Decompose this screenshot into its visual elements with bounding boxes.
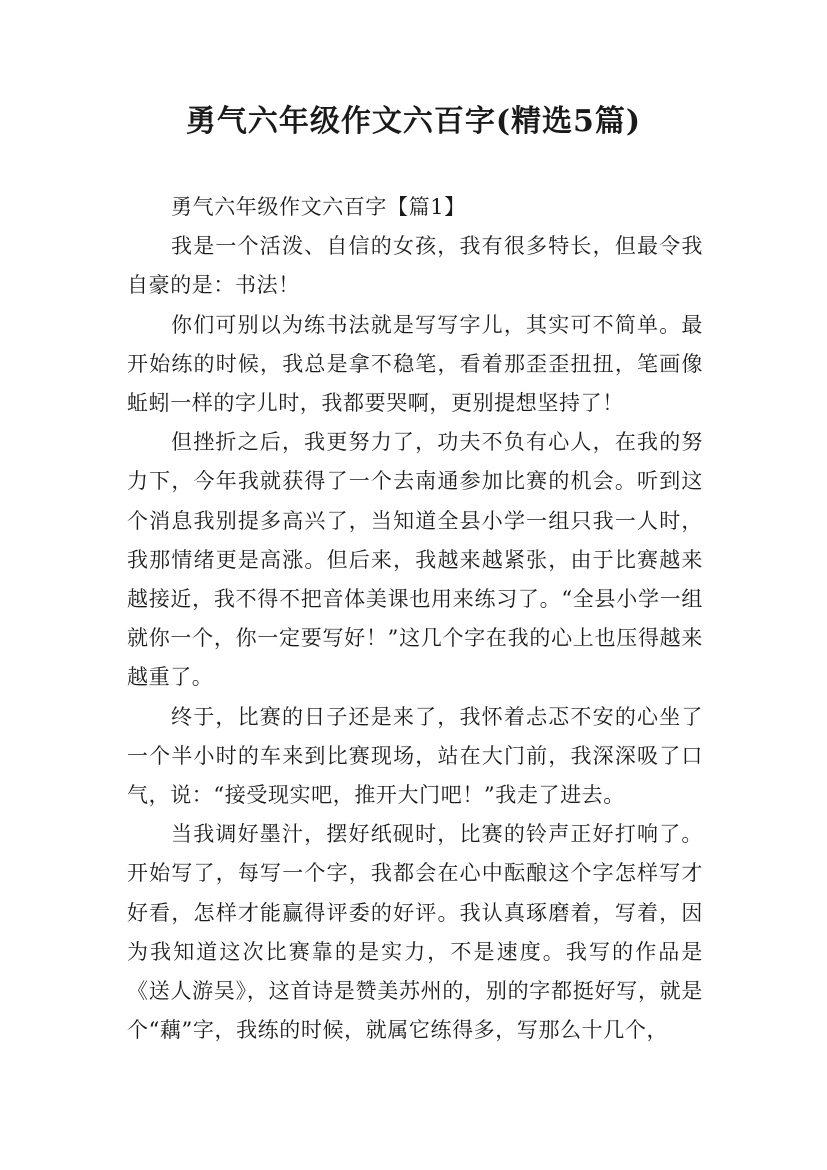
paragraph-3: 但挫折之后，我更努力了，功夫不负有心人，在我的努力下，今年我就获得了一个去南通参加比赛的机会。听到这个消息我别提多高兴了，当知道全县小学一组只我一人时，我那情绪更是高涨。但后来，我越来越紧张，由于比赛越来越接近，我不得不把音体美课也用来练习了。“全县小学一组就你一个，你一定要写好！”这几个字在我的心上也压得越来越重了。 (127, 430, 703, 690)
paragraph-4: 终于，比赛的日子还是来了，我怀着忐忑不安的心坐了一个半小时的车来到比赛现场，站在大门前，我深深吸了口气，说：“接受现实吧，推开大门吧！”我走了进去。 (127, 704, 703, 808)
document-title: 勇气六年级作文六百字(精选5篇) (185, 104, 642, 139)
paragraph-2: 你们可别以为练书法就是写写字儿，其实可不简单。最开始练的时候，我总是拿不稳笔，看着那歪歪扭扭，笔画像蚯蚓一样的字儿时，我都要哭啊，更别提想坚持了！ (127, 312, 703, 416)
paragraph-1: 我是一个活泼、自信的女孩，我有很多特长，但最令我自豪的是：书法！ (127, 234, 703, 298)
document-body (127, 188, 703, 1050)
section-heading: 勇气六年级作文六百字【篇1】 (171, 195, 466, 219)
paragraph-5: 当我调好墨汁，摆好纸砚时，比赛的铃声正好打响了。开始写了，每写一个字，我都会在心中酝酿这个字怎样写才好看，怎样才能赢得评委的好评。我认真琢磨着，写着，因为我知道这次比赛靠的是实力，不是速度。我写的作品是《送人游吴》，这首诗是赞美苏州的，别的字都挺好写，就是个“藕”字，我练的时候，就属它练得多，写那么十几个， (127, 822, 703, 1043)
